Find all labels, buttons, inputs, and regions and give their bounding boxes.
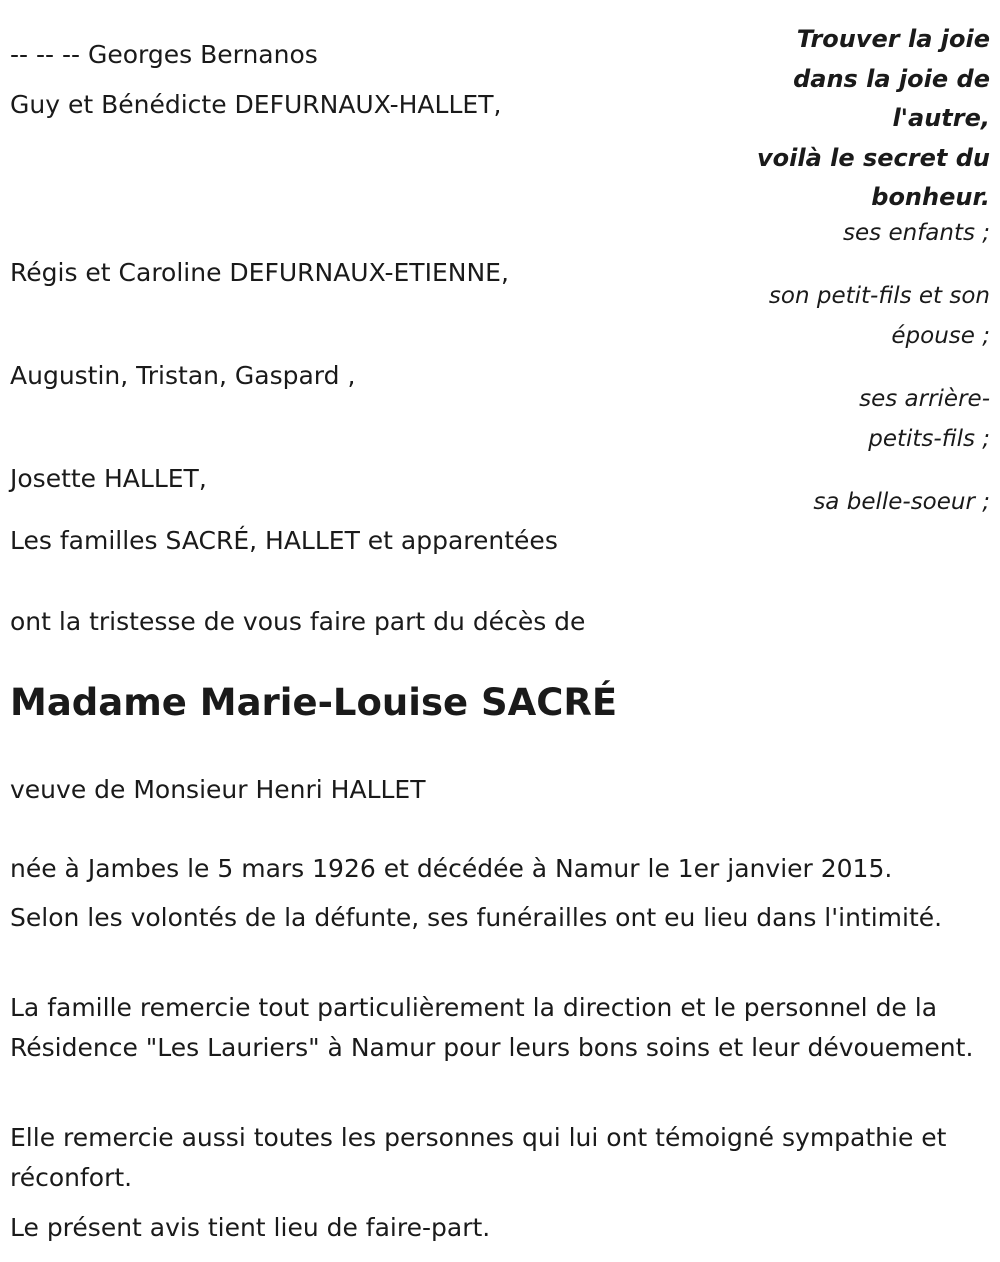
relation-line: ses arrière-	[859, 386, 990, 412]
epigraph-author: -- -- -- Georges Bernanos	[10, 40, 318, 69]
family-relation: ses enfants ;	[843, 220, 990, 246]
deceased-name: Madame Marie-Louise SACRÉ	[10, 681, 618, 724]
family-name: Josette HALLET,	[10, 464, 207, 493]
family-relation: sa belle-soeur ;	[813, 489, 990, 515]
spouse-line: veuve de Monsieur Henri HALLET	[10, 775, 426, 804]
quote-line: voilà le secret du	[757, 143, 990, 172]
family-name: Augustin, Tristan, Gaspard ,	[10, 361, 356, 390]
thanks-residence-paragraph: La famille remercie tout particulièrement la direction et le personnel de la Résidence "Les Lauriers" à Namur pour leurs bons soins et leur dévouement.	[10, 993, 974, 1062]
relation-line: épouse ;	[891, 323, 990, 349]
notice-paragraph: Le présent avis tient lieu de faire-part.	[10, 1213, 491, 1242]
quote-line: bonheur.	[871, 183, 990, 211]
announcement: ont la tristesse de vous faire part du décès de	[10, 607, 586, 636]
epigraph-quote	[730, 20, 990, 218]
quote-line: Trouver la joie	[796, 25, 990, 53]
family-relation	[859, 379, 990, 459]
relation-line: son petit-fils et son	[768, 283, 990, 309]
family-name: Guy et Bénédicte DEFURNAUX-HALLET,	[10, 90, 502, 119]
quote-line: dans la joie de	[793, 64, 990, 93]
relation-line: petits-fils ;	[868, 426, 990, 452]
family-name: Régis et Caroline DEFURNAUX-ETIENNE,	[10, 258, 509, 287]
funeral-paragraph: Selon les volontés de la défunte, ses funérailles ont eu lieu dans l'intimité.	[10, 903, 943, 932]
quote-line: l'autre,	[892, 104, 990, 132]
thanks-sympathy-paragraph: Elle remercie aussi toutes les personnes qui lui ont témoigné sympathie et réconfort.	[10, 1123, 947, 1192]
birth-death-paragraph: née à Jambes le 5 mars 1926 et décédée à Namur le 1er janvier 2015.	[10, 854, 893, 883]
family-relation	[769, 276, 990, 356]
family-name: Les familles SACRÉ, HALLET et apparentées	[10, 526, 558, 555]
